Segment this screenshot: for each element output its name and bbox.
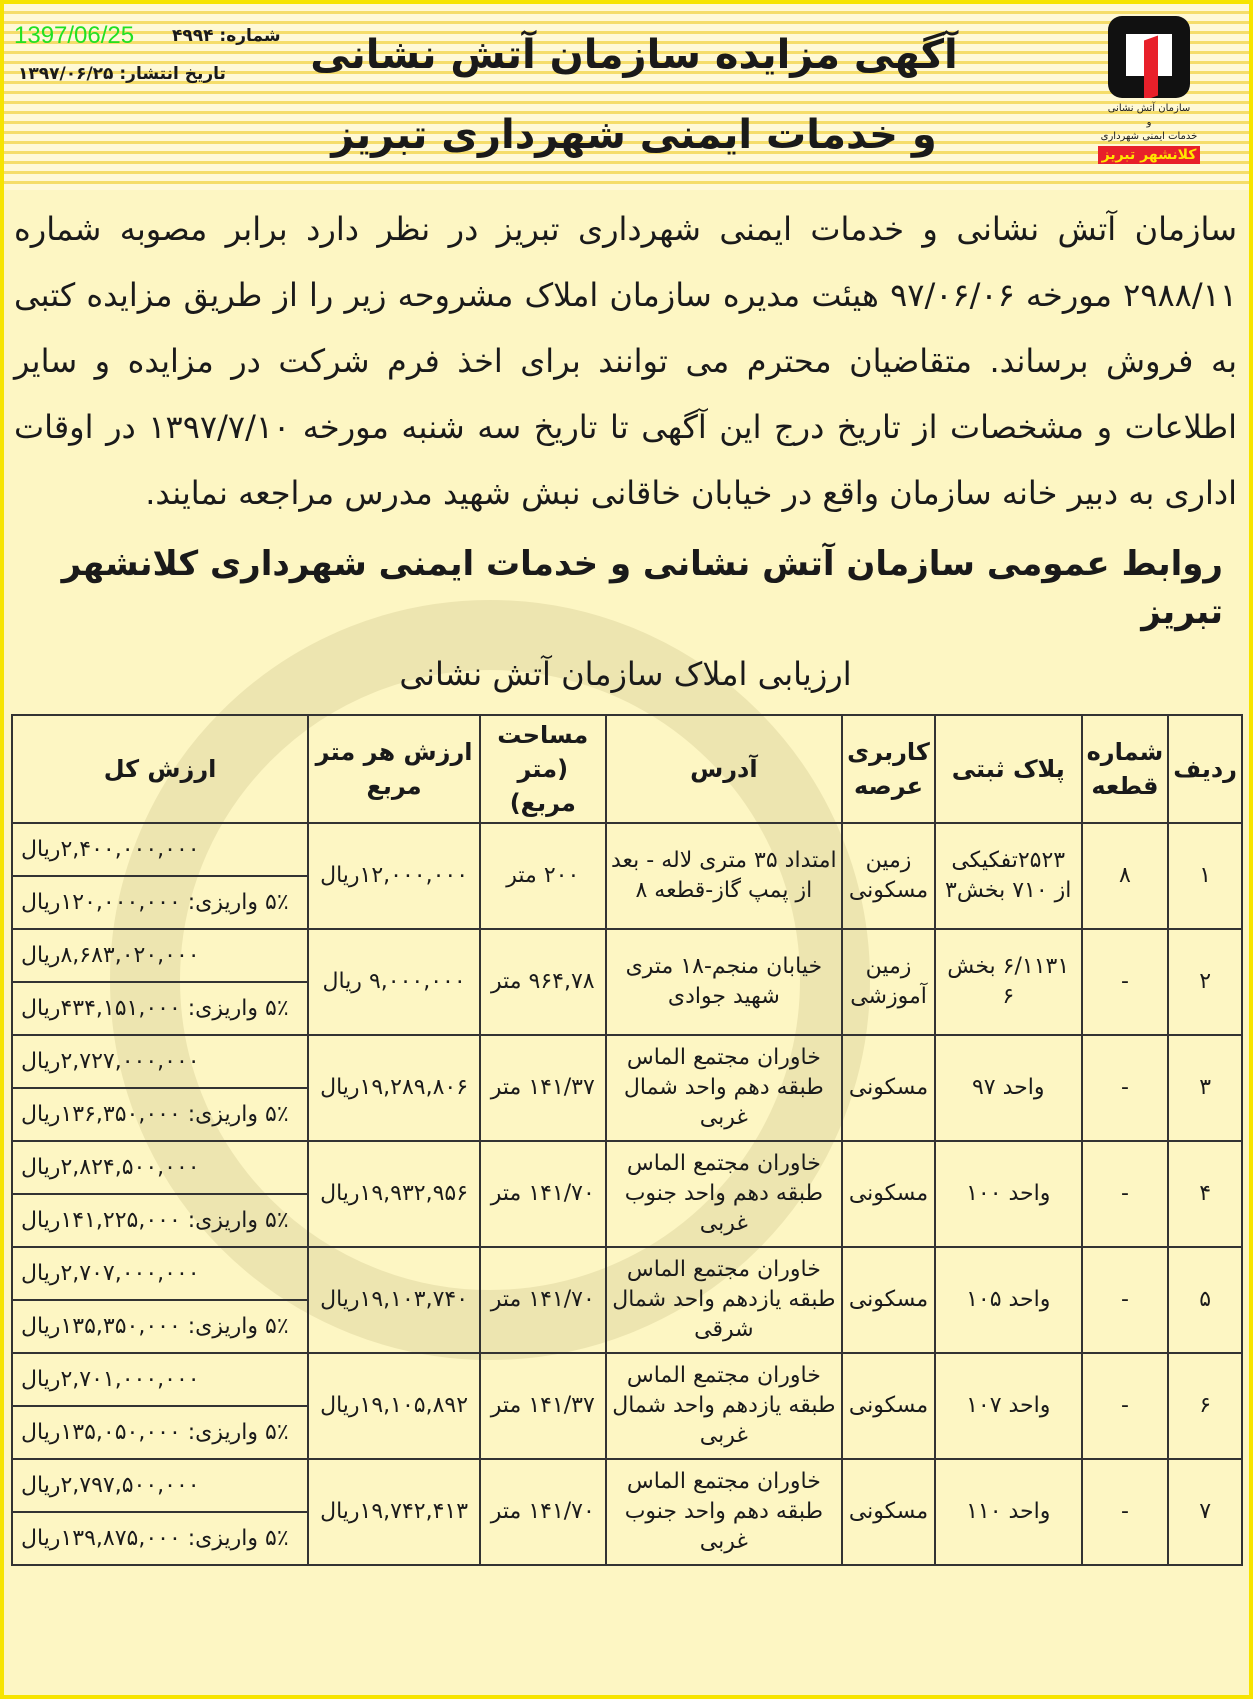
- cell-row: ۴: [1168, 1141, 1242, 1247]
- page-title-line2: و خدمات ایمنی شهرداری تبریز: [331, 112, 937, 158]
- cell-reg: واحد ۹۷: [935, 1035, 1082, 1141]
- cell-area: ۹۶۴,۷۸ متر: [480, 929, 605, 1035]
- cell-deposit: ۵٪ واریزی: ۱۲۰,۰۰۰,۰۰۰ریال: [12, 876, 308, 929]
- cell-plot: -: [1082, 929, 1169, 1035]
- table-row: [12, 1353, 1242, 1406]
- cell-deposit: ۵٪ واریزی: ۱۳۹,۸۷۵,۰۰۰ریال: [12, 1512, 308, 1565]
- cell-reg: ۶/۱۱۳۱ بخش ۶: [935, 929, 1082, 1035]
- cell-area: ۱۴۱/۷۰ متر: [480, 1141, 605, 1247]
- cell-reg: واحد ۱۰۰: [935, 1141, 1082, 1247]
- cell-price: ۱۹,۹۳۲,۹۵۶ریال: [308, 1141, 480, 1247]
- cell-use: مسکونی: [842, 1353, 935, 1459]
- cell-plot: -: [1082, 1353, 1169, 1459]
- issue-number: شماره: ۴۹۹۴: [172, 26, 281, 46]
- public-relations-signature: روابط عمومی سازمان آتش نشانی و خدمات ایمنی شهرداری کلانشهر تبریز: [61, 544, 1223, 632]
- cell-address: خیابان منجم-۱۸ متری شهید جوادی: [606, 929, 843, 1035]
- cell-row: ۷: [1168, 1459, 1242, 1565]
- cell-area: ۱۴۱/۳۷ متر: [480, 1035, 605, 1141]
- table-row: [12, 1459, 1242, 1512]
- cell-price: ۱۹,۱۰۵,۸۹۲ریال: [308, 1353, 480, 1459]
- column-header: ارزش هر متر مربع: [308, 715, 480, 823]
- cell-address: امتداد ۳۵ متری لاله - بعد از پمپ گاز-قطعه ۸: [606, 823, 843, 929]
- column-header: ردیف: [1168, 715, 1242, 823]
- table-title: ارزیابی املاک سازمان آتش نشانی: [399, 655, 852, 693]
- cell-address: خاوران مجتمع الماس طبقه دهم واحد شمال غربی: [606, 1035, 843, 1141]
- cell-total: ۲,۷۲۷,۰۰۰,۰۰۰ریال: [12, 1035, 308, 1088]
- properties-table: [11, 714, 1243, 1566]
- cell-deposit: ۵٪ واریزی: ۴۳۴,۱۵۱,۰۰۰ریال: [12, 982, 308, 1035]
- column-header: شماره قطعه: [1082, 715, 1169, 823]
- column-header: پلاک ثبتی: [935, 715, 1082, 823]
- cell-row: ۳: [1168, 1035, 1242, 1141]
- page-title: آگهی مزایده سازمان آتش نشانی: [310, 32, 958, 78]
- cell-row: ۲: [1168, 929, 1242, 1035]
- content: [14, 196, 1237, 1566]
- cell-reg: واحد ۱۰۵: [935, 1247, 1082, 1353]
- cell-price: ۱۹,۷۴۲,۴۱۳ریال: [308, 1459, 480, 1565]
- cell-total: ۲,۴۰۰,۰۰۰,۰۰۰ریال: [12, 823, 308, 876]
- cell-area: ۱۴۱/۷۰ متر: [480, 1247, 605, 1353]
- cell-address: خاوران مجتمع الماس طبقه دهم واحد جنوب غربی: [606, 1459, 843, 1565]
- cell-address: خاوران مجتمع الماس طبقه دهم واحد جنوب غربی: [606, 1141, 843, 1247]
- cell-price: ۱۹,۱۰۳,۷۴۰ریال: [308, 1247, 480, 1353]
- cell-price: ۹,۰۰۰,۰۰۰ ریال: [308, 929, 480, 1035]
- cell-use: مسکونی: [842, 1459, 935, 1565]
- cell-use: زمین مسکونی: [842, 823, 935, 929]
- column-header: مساحت (متر مربع): [480, 715, 605, 823]
- cell-deposit: ۵٪ واریزی: ۱۳۶,۳۵۰,۰۰۰ریال: [12, 1088, 308, 1141]
- cell-deposit: ۵٪ واریزی: ۱۴۱,۲۲۵,۰۰۰ریال: [12, 1194, 308, 1247]
- publish-date: تاریخ انتشار: ۱۳۹۷/۰۶/۲۵: [18, 64, 226, 84]
- cell-address: خاوران مجتمع الماس طبقه یازدهم واحد شمال شرقی: [606, 1247, 843, 1353]
- cell-use: مسکونی: [842, 1035, 935, 1141]
- logo-text: خدمات ایمنی شهرداری: [1100, 131, 1198, 142]
- fire-department-logo: [1089, 16, 1209, 164]
- column-header: کاربری عرصه: [842, 715, 935, 823]
- cell-use: زمین آموزشی: [842, 929, 935, 1035]
- cell-total: ۲,۷۰۷,۰۰۰,۰۰۰ریال: [12, 1247, 308, 1300]
- logo-text: و: [1146, 117, 1152, 128]
- cell-area: ۲۰۰ متر: [480, 823, 605, 929]
- table-row: [12, 1141, 1242, 1194]
- table-row: [12, 1247, 1242, 1300]
- cell-row: ۱: [1168, 823, 1242, 929]
- cell-deposit: ۵٪ واریزی: ۱۳۵,۰۵۰,۰۰۰ریال: [12, 1406, 308, 1459]
- logo-text: سازمان آتش نشانی: [1107, 103, 1191, 114]
- cell-deposit: ۵٪ واریزی: ۱۳۵,۳۵۰,۰۰۰ریال: [12, 1300, 308, 1353]
- announcement-body: سازمان آتش نشانی و خدمات ایمنی شهرداری تبریز در نظر دارد برابر مصوبه شماره ۲۹۸۸/۱۱ مورخه ۹۷/۰۶/۰۶ هیئت مدیره سازمان املاک مشروحه زیر را از طریق مزایده کتبی به فروش برساند. متقاضیان محترم می توانند برای اخذ فرم شرکت در مزایده و سایر اطلاعات و مشخصات از تاریخ درج این آگهی تا تاریخ سه شنبه مورخه ۱۳۹۷/۷/۱۰ در اوقات اداری به دبیر خانه سازمان واقع در خیابان خاقانی نبش شهید مدرس مراجعه نمایند.: [14, 210, 1238, 512]
- cell-total: ۲,۷۹۷,۵۰۰,۰۰۰ریال: [12, 1459, 308, 1512]
- date-stamp: 1397/06/25: [14, 22, 135, 49]
- table-row: [12, 823, 1242, 876]
- cell-address: خاوران مجتمع الماس طبقه یازدهم واحد شمال غربی: [606, 1353, 843, 1459]
- cell-total: ۲,۸۲۴,۵۰۰,۰۰۰ریال: [12, 1141, 308, 1194]
- cell-total: ۲,۷۰۱,۰۰۰,۰۰۰ریال: [12, 1353, 308, 1406]
- header: [4, 4, 1249, 190]
- cell-area: ۱۴۱/۳۷ متر: [480, 1353, 605, 1459]
- cell-use: مسکونی: [842, 1141, 935, 1247]
- cell-price: ۱۲,۰۰۰,۰۰۰ریال: [308, 823, 480, 929]
- cell-total: ۸,۶۸۳,۰۲۰,۰۰۰ریال: [12, 929, 308, 982]
- cell-plot: -: [1082, 1247, 1169, 1353]
- table-row: [12, 929, 1242, 982]
- logo-text-red: کلانشهر تبریز: [1098, 146, 1201, 164]
- cell-price: ۱۹,۲۸۹,۸۰۶ریال: [308, 1035, 480, 1141]
- cell-reg: ۲۵۲۳تفکیکی از ۷۱۰ بخش۳: [935, 823, 1082, 929]
- cell-plot: ۸: [1082, 823, 1169, 929]
- table-row: [12, 1035, 1242, 1088]
- cell-area: ۱۴۱/۷۰ متر: [480, 1459, 605, 1565]
- cell-row: ۶: [1168, 1353, 1242, 1459]
- cell-reg: واحد ۱۱۰: [935, 1459, 1082, 1565]
- column-header: آدرس: [606, 715, 843, 823]
- cell-reg: واحد ۱۰۷: [935, 1353, 1082, 1459]
- logo-icon: [1108, 16, 1190, 98]
- cell-plot: -: [1082, 1141, 1169, 1247]
- cell-plot: -: [1082, 1459, 1169, 1565]
- column-header: ارزش کل: [12, 715, 308, 823]
- cell-row: ۵: [1168, 1247, 1242, 1353]
- cell-plot: -: [1082, 1035, 1169, 1141]
- cell-use: مسکونی: [842, 1247, 935, 1353]
